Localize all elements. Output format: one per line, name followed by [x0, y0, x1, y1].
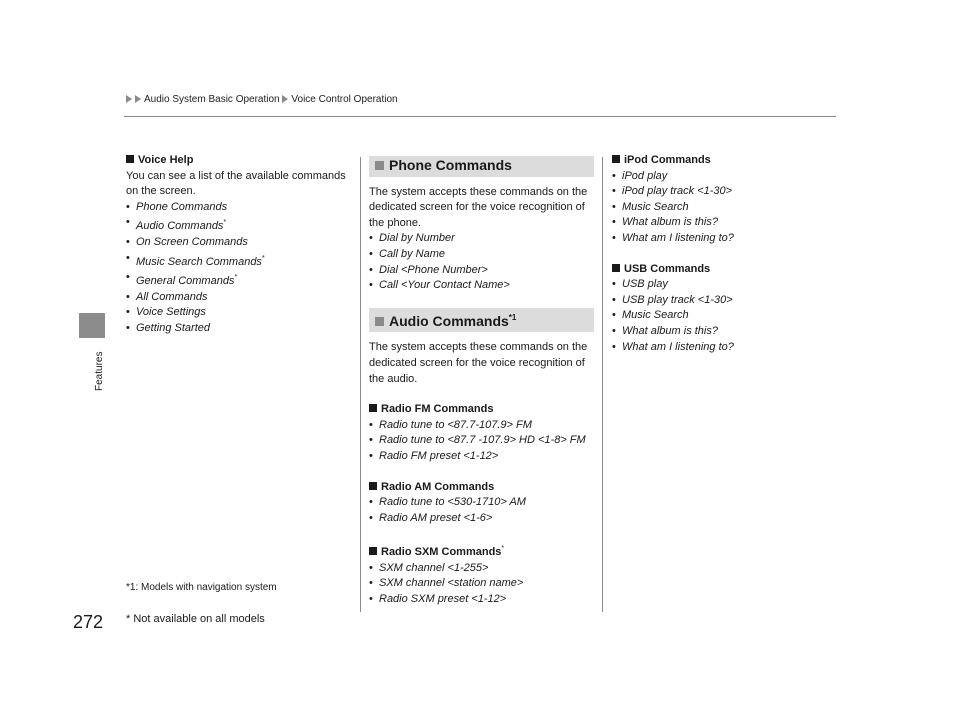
list-item: • USB play track <1-30> — [612, 293, 832, 309]
footnote-models-nav: *1: Models with navigation system — [126, 582, 277, 593]
list-item: • What album is this? — [612, 215, 832, 231]
square-bullet-icon — [126, 155, 134, 163]
list-item: • Getting Started — [126, 321, 346, 337]
list-item: • USB play — [612, 277, 832, 293]
list-item: • General Commands* — [126, 270, 346, 290]
arrow-right-icon — [282, 95, 288, 103]
list-item: • What am I listening to? — [612, 231, 832, 247]
radio-am-heading: Radio AM Commands — [369, 480, 594, 496]
audio-commands-heading: Audio Commands$^{*1}$ — [369, 308, 594, 333]
voice-help-heading — [126, 153, 346, 169]
list-item: • On Screen Commands — [126, 235, 346, 251]
list-item: • Phone Commands — [126, 200, 346, 216]
breadcrumb-item-voice[interactable]: Voice Control Operation — [291, 94, 398, 105]
phone-list — [369, 231, 594, 293]
ipod-list — [612, 169, 832, 247]
list-item: • Music Search Commands* — [126, 251, 346, 271]
page-number: 272 — [73, 612, 104, 632]
list-item: • Audio Commands* — [126, 215, 346, 235]
voice-help-desc: You can see a list of the available commands on the screen. — [126, 169, 346, 198]
middle-column — [369, 156, 594, 608]
square-bullet-icon — [612, 155, 620, 163]
radio-sxm-heading: Radio SXM Commands* — [369, 541, 594, 561]
list-item: • All Commands — [126, 290, 346, 306]
list-item: • SXM channel <1-255> — [369, 561, 594, 577]
right-column — [612, 153, 832, 355]
square-bullet-icon — [375, 317, 384, 326]
audio-desc: The system accepts these commands on the dedicated screen for the voice recognition of the audio. — [369, 341, 588, 385]
list-item: • Radio AM preset <1-6> — [369, 511, 594, 527]
usb-list — [612, 277, 832, 355]
breadcrumb-item-audio[interactable]: Audio System Basic Operation — [144, 94, 280, 105]
square-bullet-icon — [375, 161, 384, 170]
list-item: • Radio FM preset <1-12> — [369, 449, 594, 465]
section-tab — [79, 313, 105, 338]
list-item: • iPod play — [612, 169, 832, 185]
list-item: • Music Search — [612, 308, 832, 324]
list-item: • Radio SXM preset <1-12> — [369, 592, 594, 608]
list-item: • Voice Settings — [126, 305, 346, 321]
list-item: • SXM channel <station name> — [369, 576, 594, 592]
breadcrumb — [126, 94, 398, 105]
square-bullet-icon — [612, 264, 620, 272]
square-bullet-icon — [369, 547, 377, 555]
square-bullet-icon — [369, 404, 377, 412]
section-label-wrap — [94, 351, 133, 402]
usb-heading: USB Commands — [612, 262, 832, 278]
list-item: • Dial by Number — [369, 231, 594, 247]
header-divider — [124, 116, 836, 117]
list-item: • Call by Name — [369, 247, 594, 263]
list-item: • What am I listening to? — [612, 340, 832, 356]
phone-commands-heading: Phone Commands — [369, 156, 594, 177]
phone-desc: The system accepts these commands on the dedicated screen for the voice recognition of the phone. — [369, 185, 588, 229]
radio-am-list — [369, 495, 594, 526]
list-item: • Radio tune to <530-1710> AM — [369, 495, 594, 511]
arrow-right-icon — [135, 95, 141, 103]
ipod-heading: iPod Commands — [612, 153, 832, 169]
list-item: • Dial <Phone Number> — [369, 263, 594, 279]
column-divider — [360, 157, 361, 612]
list-item: • What album is this? — [612, 324, 832, 340]
list-item: • Radio tune to <87.7-107.9> FM — [369, 418, 594, 434]
section-label: Features — [94, 351, 105, 391]
column-divider — [602, 157, 603, 612]
radio-fm-list — [369, 418, 594, 465]
list-item: • Music Search — [612, 200, 832, 216]
voice-help-list — [126, 200, 346, 337]
list-item: • Call <Your Contact Name> — [369, 278, 594, 294]
radio-fm-heading: Radio FM Commands — [369, 402, 594, 418]
list-item: • Radio tune to <87.7 -107.9> HD <1-8> FM — [369, 433, 594, 449]
voice-help-section — [126, 153, 346, 337]
square-bullet-icon — [369, 482, 377, 490]
footnote-availability: * Not available on all models — [126, 613, 265, 625]
arrow-right-icon — [126, 95, 132, 103]
list-item: • iPod play track <1-30> — [612, 184, 832, 200]
radio-sxm-list — [369, 561, 594, 608]
voice-help-title: Voice Help — [138, 154, 194, 166]
